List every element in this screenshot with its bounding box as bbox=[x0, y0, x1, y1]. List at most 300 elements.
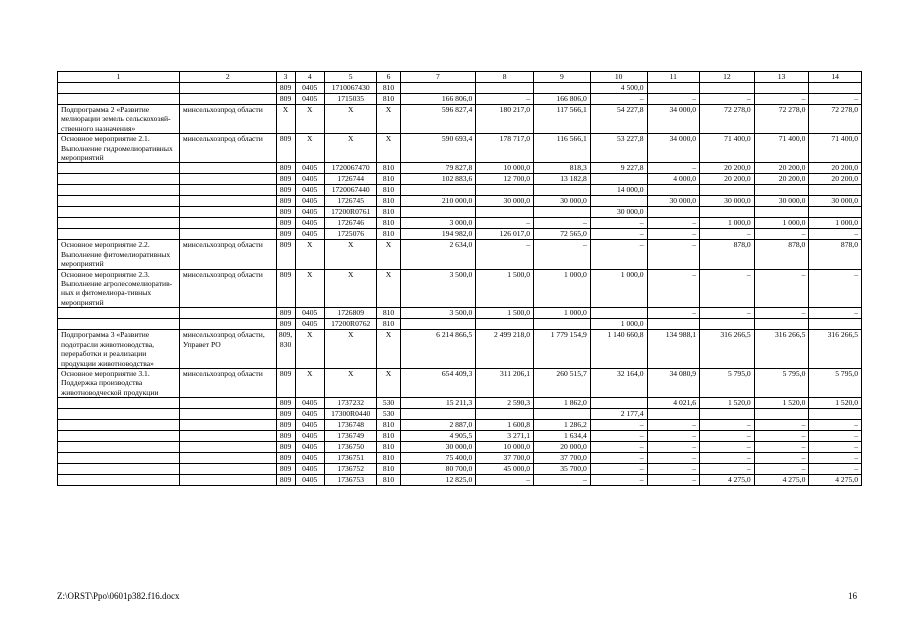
table-cell: 1736750 bbox=[324, 442, 377, 453]
table-cell: – bbox=[809, 420, 862, 431]
table-cell: 30 000,0 bbox=[809, 196, 862, 207]
table-cell: Х bbox=[295, 330, 324, 369]
table-cell: 810 bbox=[377, 475, 400, 486]
table-cell: – bbox=[476, 240, 534, 269]
table-cell: 1 000,0 bbox=[534, 269, 591, 308]
table-row bbox=[58, 207, 862, 218]
table-cell: 3 000,0 bbox=[400, 218, 476, 229]
table-cell: – bbox=[647, 240, 700, 269]
table-cell bbox=[476, 83, 534, 94]
responsible-executor: минсельхозпрод области bbox=[179, 368, 276, 397]
responsible-executor: минсельхозпрод области bbox=[179, 240, 276, 269]
table-cell: 810 bbox=[377, 83, 400, 94]
table-cell: 17200R0762 bbox=[324, 319, 377, 330]
table-cell: 15 211,3 bbox=[400, 398, 476, 409]
table-row bbox=[58, 442, 862, 453]
table-row bbox=[58, 420, 862, 431]
table-cell: – bbox=[590, 453, 647, 464]
table-cell: 0405 bbox=[295, 464, 324, 475]
table-cell: Х bbox=[377, 368, 400, 397]
table-cell: 316 266,5 bbox=[809, 330, 862, 369]
table-cell: 20 200,0 bbox=[809, 174, 862, 185]
table-cell: 210 000,0 bbox=[400, 196, 476, 207]
table-cell bbox=[476, 409, 534, 420]
table-cell bbox=[400, 83, 476, 94]
responsible-executor bbox=[179, 218, 276, 229]
table-cell: 2 634,0 bbox=[400, 240, 476, 269]
table-cell: 1 500,0 bbox=[476, 269, 534, 308]
table-cell: – bbox=[700, 464, 755, 475]
table-cell: 35 700,0 bbox=[534, 464, 591, 475]
table-cell: 0405 bbox=[295, 475, 324, 486]
page-number: 16 bbox=[848, 591, 857, 601]
row-label: Основное мероприятие 2.3. Выполнение агролесомелиоратив-ных и фитомелиора-тивных мероприятий bbox=[58, 269, 180, 308]
table-cell: 54 227,8 bbox=[590, 105, 647, 134]
table-cell: 134 988,1 bbox=[647, 330, 700, 369]
table-cell: Х bbox=[377, 105, 400, 134]
table-cell: 810 bbox=[377, 185, 400, 196]
table-cell: 530 bbox=[377, 398, 400, 409]
table-row bbox=[58, 453, 862, 464]
table-cell: 1715035 bbox=[324, 94, 377, 105]
table-cell: 809 bbox=[276, 207, 295, 218]
row-label bbox=[58, 431, 180, 442]
table-cell: – bbox=[534, 475, 591, 486]
table-row bbox=[58, 409, 862, 420]
table-cell: 1726745 bbox=[324, 196, 377, 207]
table-row bbox=[58, 105, 862, 134]
table-cell: – bbox=[476, 475, 534, 486]
table-cell: 4 275,0 bbox=[754, 475, 809, 486]
table-cell: – bbox=[590, 420, 647, 431]
table-cell: – bbox=[809, 442, 862, 453]
table-cell: – bbox=[647, 218, 700, 229]
table-cell: 316 266,5 bbox=[754, 330, 809, 369]
row-label bbox=[58, 196, 180, 207]
responsible-executor bbox=[179, 475, 276, 486]
table-cell: 14 000,0 bbox=[590, 185, 647, 196]
table-row bbox=[58, 185, 862, 196]
table-cell: 4 500,0 bbox=[590, 83, 647, 94]
table-cell: 878,0 bbox=[700, 240, 755, 269]
table-cell: 30 000,0 bbox=[590, 207, 647, 218]
row-label bbox=[58, 398, 180, 409]
table-cell bbox=[809, 409, 862, 420]
table-cell: 809 bbox=[276, 134, 295, 163]
table-cell: 818,3 bbox=[534, 163, 591, 174]
table-cell: – bbox=[754, 453, 809, 464]
row-label: Подпрограмма 2 «Развитие мелиорации земель сельскохозяй-ственного назначения» bbox=[58, 105, 180, 134]
table-cell: 166 806,0 bbox=[400, 94, 476, 105]
table-cell: 2 887,0 bbox=[400, 420, 476, 431]
table-cell: – bbox=[809, 464, 862, 475]
column-header: 9 bbox=[534, 72, 591, 83]
table-cell: Х bbox=[377, 330, 400, 369]
table-cell: 1 000,0 bbox=[590, 319, 647, 330]
table-cell bbox=[754, 207, 809, 218]
table-cell: 810 bbox=[377, 420, 400, 431]
table-cell: – bbox=[754, 94, 809, 105]
table-cell: – bbox=[809, 269, 862, 308]
table-cell: – bbox=[647, 163, 700, 174]
table-cell: 810 bbox=[377, 431, 400, 442]
table-cell: 809, 830 bbox=[276, 330, 295, 369]
file-path: Z:\ORST\Ppo\0601p382.f16.docx bbox=[57, 591, 180, 601]
column-header: 8 bbox=[476, 72, 534, 83]
table-cell: – bbox=[700, 453, 755, 464]
row-label bbox=[58, 475, 180, 486]
table-cell: 45 000,0 bbox=[476, 464, 534, 475]
table-cell bbox=[590, 398, 647, 409]
table-cell: 117 566,1 bbox=[534, 105, 591, 134]
table-cell: – bbox=[700, 420, 755, 431]
table-cell: 1737232 bbox=[324, 398, 377, 409]
table-cell: – bbox=[754, 308, 809, 319]
table-cell: 809 bbox=[276, 442, 295, 453]
table-cell bbox=[647, 409, 700, 420]
table-cell: – bbox=[754, 229, 809, 240]
table-cell bbox=[590, 308, 647, 319]
table-cell: 30 000,0 bbox=[754, 196, 809, 207]
table-cell: 37 700,0 bbox=[476, 453, 534, 464]
table-cell: 30 000,0 bbox=[400, 442, 476, 453]
table-row bbox=[58, 218, 862, 229]
table-row bbox=[58, 269, 862, 308]
table-row bbox=[58, 319, 862, 330]
table-cell bbox=[590, 196, 647, 207]
table-cell bbox=[476, 319, 534, 330]
table-cell: – bbox=[647, 269, 700, 308]
table-cell: 0405 bbox=[295, 196, 324, 207]
row-label: Основное мероприятие 2.1. Выполнение гидромелиоративных мероприятий bbox=[58, 134, 180, 163]
table-cell: – bbox=[590, 240, 647, 269]
table-cell: 71 400,0 bbox=[809, 134, 862, 163]
table-cell: 809 bbox=[276, 185, 295, 196]
row-label bbox=[58, 229, 180, 240]
table-cell: 0405 bbox=[295, 409, 324, 420]
table-cell: – bbox=[754, 431, 809, 442]
table-cell bbox=[647, 319, 700, 330]
column-header: 4 bbox=[295, 72, 324, 83]
table-row bbox=[58, 229, 862, 240]
row-label bbox=[58, 453, 180, 464]
column-header: 5 bbox=[324, 72, 377, 83]
table-cell: 1725076 bbox=[324, 229, 377, 240]
row-label bbox=[58, 174, 180, 185]
table-cell: 1 000,0 bbox=[534, 308, 591, 319]
table-cell: 1 520,0 bbox=[809, 398, 862, 409]
table-cell: 10 000,0 bbox=[476, 442, 534, 453]
table-cell: 810 bbox=[377, 174, 400, 185]
table-row bbox=[58, 240, 862, 269]
table-cell: 1 000,0 bbox=[700, 218, 755, 229]
table-cell bbox=[534, 185, 591, 196]
table-cell: 72 278,0 bbox=[700, 105, 755, 134]
responsible-executor bbox=[179, 94, 276, 105]
table-cell: 0405 bbox=[295, 319, 324, 330]
table-cell: 311 206,1 bbox=[476, 368, 534, 397]
table-cell: 3 271,1 bbox=[476, 431, 534, 442]
table-cell: 12 700,0 bbox=[476, 174, 534, 185]
column-header: 13 bbox=[754, 72, 809, 83]
table-cell: 810 bbox=[377, 453, 400, 464]
responsible-executor bbox=[179, 319, 276, 330]
table-cell: 809 bbox=[276, 398, 295, 409]
table-cell: 32 164,0 bbox=[590, 368, 647, 397]
table-cell: 4 275,0 bbox=[700, 475, 755, 486]
table-cell: 12 825,0 bbox=[400, 475, 476, 486]
table-cell: 72 278,0 bbox=[754, 105, 809, 134]
table-cell bbox=[476, 207, 534, 218]
table-cell bbox=[647, 185, 700, 196]
table-cell: – bbox=[754, 442, 809, 453]
table-cell: 0405 bbox=[295, 308, 324, 319]
table-cell: 53 227,8 bbox=[590, 134, 647, 163]
table-cell bbox=[754, 319, 809, 330]
table-cell: 1 520,0 bbox=[754, 398, 809, 409]
responsible-executor: минсельхозпрод области, Управет РО bbox=[179, 330, 276, 369]
table-row bbox=[58, 174, 862, 185]
table-cell: 809 bbox=[276, 431, 295, 442]
table-cell: 3 500,0 bbox=[400, 308, 476, 319]
table-cell: – bbox=[590, 229, 647, 240]
row-label bbox=[58, 207, 180, 218]
table-row bbox=[58, 83, 862, 94]
table-cell: – bbox=[809, 308, 862, 319]
table-cell: 809 bbox=[276, 269, 295, 308]
table-cell: 1710067430 bbox=[324, 83, 377, 94]
table-cell: 0405 bbox=[295, 431, 324, 442]
column-header: 7 bbox=[400, 72, 476, 83]
row-label bbox=[58, 163, 180, 174]
table-cell: 37 700,0 bbox=[534, 453, 591, 464]
table-cell: 809 bbox=[276, 218, 295, 229]
column-header: 2 bbox=[179, 72, 276, 83]
table-cell: 809 bbox=[276, 83, 295, 94]
table-cell: 809 bbox=[276, 174, 295, 185]
row-label bbox=[58, 420, 180, 431]
table-row bbox=[58, 475, 862, 486]
table-cell: 1726809 bbox=[324, 308, 377, 319]
table-cell: 2 499 218,0 bbox=[476, 330, 534, 369]
table-cell: 810 bbox=[377, 207, 400, 218]
table-cell bbox=[809, 83, 862, 94]
table-cell bbox=[534, 409, 591, 420]
table-cell: 1 140 660,8 bbox=[590, 330, 647, 369]
responsible-executor bbox=[179, 229, 276, 240]
table-cell: – bbox=[647, 229, 700, 240]
table-cell: – bbox=[647, 94, 700, 105]
column-header: 14 bbox=[809, 72, 862, 83]
responsible-executor bbox=[179, 163, 276, 174]
table-cell: 4 000,0 bbox=[647, 174, 700, 185]
responsible-executor bbox=[179, 442, 276, 453]
table-cell bbox=[400, 319, 476, 330]
table-cell: 1 500,0 bbox=[476, 308, 534, 319]
table-cell: 4 275,0 bbox=[809, 475, 862, 486]
table-row bbox=[58, 163, 862, 174]
column-header: 10 bbox=[590, 72, 647, 83]
table-cell: – bbox=[700, 308, 755, 319]
responsible-executor bbox=[179, 420, 276, 431]
table-cell: 71 400,0 bbox=[754, 134, 809, 163]
table-row bbox=[58, 94, 862, 105]
table-cell: – bbox=[647, 431, 700, 442]
row-label bbox=[58, 185, 180, 196]
table-cell: 5 795,0 bbox=[809, 368, 862, 397]
responsible-executor bbox=[179, 185, 276, 196]
row-label bbox=[58, 94, 180, 105]
table-cell: 810 bbox=[377, 464, 400, 475]
table-cell: 34 000,0 bbox=[647, 134, 700, 163]
responsible-executor bbox=[179, 83, 276, 94]
row-label bbox=[58, 83, 180, 94]
table-header-row bbox=[58, 72, 862, 83]
table-cell: 809 bbox=[276, 464, 295, 475]
table-cell: 71 400,0 bbox=[700, 134, 755, 163]
table-cell: 1 634,4 bbox=[534, 431, 591, 442]
table-cell: 809 bbox=[276, 163, 295, 174]
table-row bbox=[58, 368, 862, 397]
table-cell bbox=[700, 319, 755, 330]
table-cell: 0405 bbox=[295, 398, 324, 409]
table-row bbox=[58, 431, 862, 442]
table-cell: 878,0 bbox=[754, 240, 809, 269]
column-header: 12 bbox=[700, 72, 755, 83]
column-header: 11 bbox=[647, 72, 700, 83]
table-cell: 2 590,3 bbox=[476, 398, 534, 409]
table-cell: – bbox=[700, 94, 755, 105]
table-cell: 30 000,0 bbox=[700, 196, 755, 207]
table-cell: – bbox=[534, 218, 591, 229]
responsible-executor: минсельхозпрод области bbox=[179, 134, 276, 163]
table-cell: – bbox=[534, 240, 591, 269]
row-label bbox=[58, 308, 180, 319]
responsible-executor bbox=[179, 398, 276, 409]
table-cell bbox=[754, 185, 809, 196]
table-cell: 3 500,0 bbox=[400, 269, 476, 308]
table-cell: 1726746 bbox=[324, 218, 377, 229]
table-cell: 809 bbox=[276, 475, 295, 486]
column-header: 3 bbox=[276, 72, 295, 83]
table-cell: – bbox=[590, 218, 647, 229]
table-cell: 0405 bbox=[295, 453, 324, 464]
table-cell: 30 000,0 bbox=[534, 196, 591, 207]
table-cell: 17200R0761 bbox=[324, 207, 377, 218]
table-cell: 34 080,9 bbox=[647, 368, 700, 397]
table-cell: 809 bbox=[276, 368, 295, 397]
table-cell: 79 827,8 bbox=[400, 163, 476, 174]
table-cell bbox=[754, 83, 809, 94]
responsible-executor bbox=[179, 308, 276, 319]
responsible-executor: минсельхозпрод области bbox=[179, 269, 276, 308]
table-row bbox=[58, 398, 862, 409]
table-cell: 654 409,3 bbox=[400, 368, 476, 397]
table-cell: Х bbox=[324, 330, 377, 369]
table-cell: 530 bbox=[377, 409, 400, 420]
responsible-executor bbox=[179, 409, 276, 420]
table-cell: Х bbox=[377, 269, 400, 308]
table-cell: 810 bbox=[377, 94, 400, 105]
table-cell bbox=[700, 207, 755, 218]
table-cell: 0405 bbox=[295, 229, 324, 240]
responsible-executor bbox=[179, 464, 276, 475]
table-cell: 6 214 866,5 bbox=[400, 330, 476, 369]
table-cell: 17300R0440 bbox=[324, 409, 377, 420]
table-cell: 1726744 bbox=[324, 174, 377, 185]
table-cell: Х bbox=[377, 134, 400, 163]
table-cell: 20 200,0 bbox=[754, 174, 809, 185]
table-cell: 4 021,6 bbox=[647, 398, 700, 409]
table-cell: 1 000,0 bbox=[754, 218, 809, 229]
table-cell: 1 000,0 bbox=[590, 269, 647, 308]
table-cell: – bbox=[754, 420, 809, 431]
table-cell: Х bbox=[295, 105, 324, 134]
table-row bbox=[58, 134, 862, 163]
table-cell: 20 000,0 bbox=[534, 442, 591, 453]
table-cell bbox=[647, 83, 700, 94]
table-cell: 1720067470 bbox=[324, 163, 377, 174]
table-cell: 1 779 154,9 bbox=[534, 330, 591, 369]
table-cell: Х bbox=[295, 134, 324, 163]
table-cell: 0405 bbox=[295, 420, 324, 431]
table-cell: 1736753 bbox=[324, 475, 377, 486]
responsible-executor bbox=[179, 196, 276, 207]
responsible-executor bbox=[179, 453, 276, 464]
table-cell: – bbox=[700, 431, 755, 442]
table-cell: 0405 bbox=[295, 94, 324, 105]
budget-table bbox=[57, 71, 862, 486]
row-label bbox=[58, 442, 180, 453]
table-cell: – bbox=[754, 464, 809, 475]
table-cell bbox=[590, 174, 647, 185]
table-cell: 102 883,6 bbox=[400, 174, 476, 185]
table-cell: 810 bbox=[377, 218, 400, 229]
table-cell: 809 bbox=[276, 453, 295, 464]
table-cell: – bbox=[476, 218, 534, 229]
table-cell bbox=[809, 207, 862, 218]
row-label: Основное мероприятие 2.2. Выполнение фитомелиоративных мероприятий bbox=[58, 240, 180, 269]
table-cell: Х bbox=[377, 240, 400, 269]
row-label: Подпрограмма 3 «Развитие подотрасли животноводства, переработки и реализации продукции животноводства» bbox=[58, 330, 180, 369]
table-cell: 4 905,5 bbox=[400, 431, 476, 442]
table-cell: 194 982,0 bbox=[400, 229, 476, 240]
table-cell: 810 bbox=[377, 442, 400, 453]
table-row bbox=[58, 308, 862, 319]
table-cell: 1 000,0 bbox=[809, 218, 862, 229]
table-cell: 809 bbox=[276, 94, 295, 105]
table-cell: 809 bbox=[276, 409, 295, 420]
table-cell: 166 806,0 bbox=[534, 94, 591, 105]
table-cell: Х bbox=[295, 269, 324, 308]
table-cell: 180 217,0 bbox=[476, 105, 534, 134]
table-cell bbox=[400, 207, 476, 218]
table-cell: 20 200,0 bbox=[754, 163, 809, 174]
table-cell bbox=[700, 185, 755, 196]
table-cell: 809 bbox=[276, 308, 295, 319]
table-cell: 1736752 bbox=[324, 464, 377, 475]
table-cell: 809 bbox=[276, 420, 295, 431]
table-cell: 0405 bbox=[295, 442, 324, 453]
table-cell: 810 bbox=[377, 319, 400, 330]
table-cell bbox=[809, 319, 862, 330]
row-label bbox=[58, 218, 180, 229]
table-cell: 5 795,0 bbox=[754, 368, 809, 397]
row-label: Основное мероприятие 3.1. Поддержка производства животноводческой продукции bbox=[58, 368, 180, 397]
table-cell: 0405 bbox=[295, 163, 324, 174]
table-cell: 13 182,8 bbox=[534, 174, 591, 185]
table-cell: 75 400,0 bbox=[400, 453, 476, 464]
